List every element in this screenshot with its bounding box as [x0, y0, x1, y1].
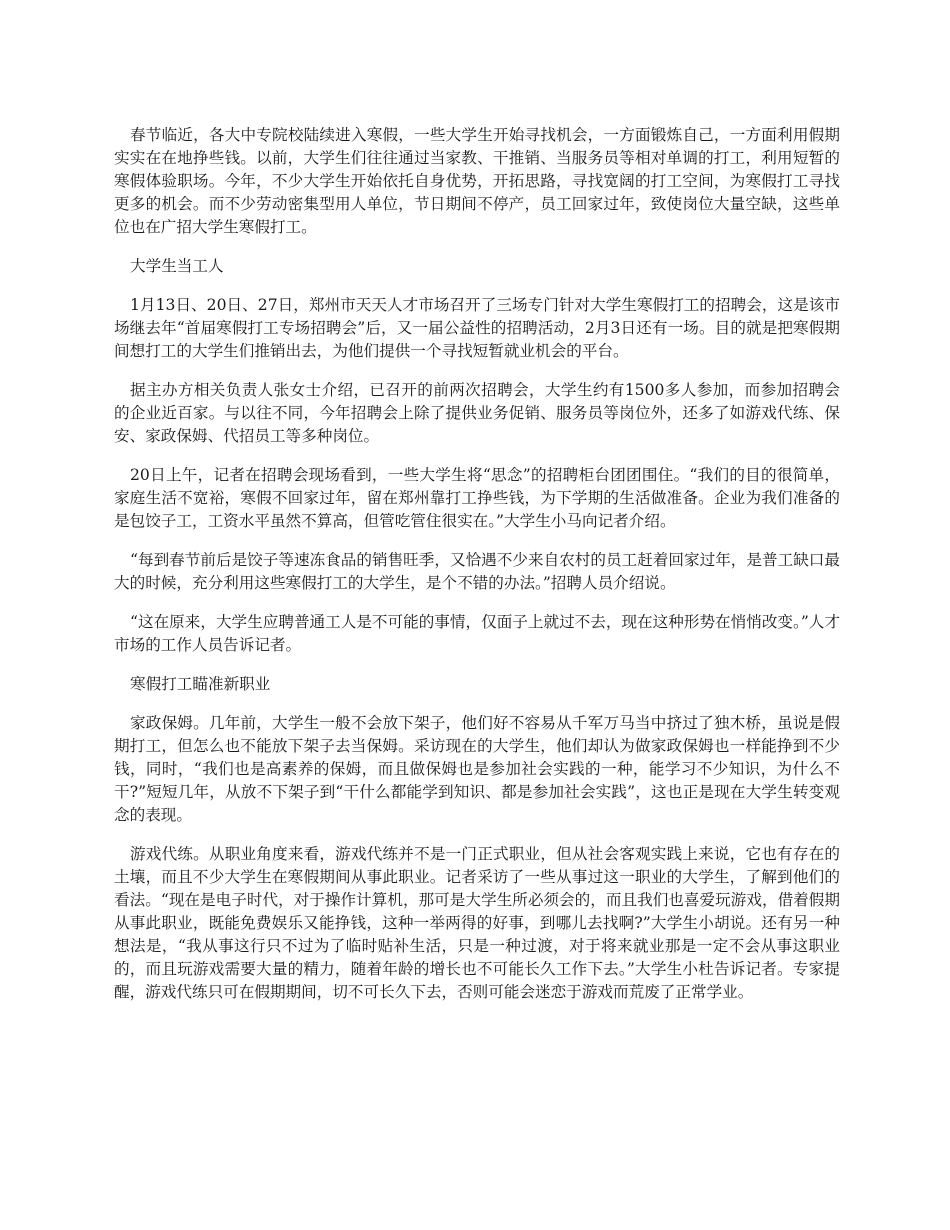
- article-body: [114, 124, 840, 1020]
- onsite-paragraph: 20日上午，记者在招聘会现场看到，一些大学生将“思念”的招聘柜台团团围住。“我们的目的很简单，家庭生活不宽裕，寒假不回家过年，留在郑州靠打工挣些钱，为下学期的生活做准备。企业为我们准备的是包饺子工，工资水平虽然不算高，但管吃管住很实在。”大学生小马向记者介绍。: [114, 466, 840, 530]
- game-leveling-paragraph: 游戏代练。从职业角度来看，游戏代练并不是一门正式职业，但从社会客观实践上来说，它也有存在的土壤，而且不少大学生在寒假期间从事此职业。记者采访了一些从事过这一职业的大学生，了解到他们的看法。“现在是电子时代，对于操作计算机，那可是大学生所必须会的，而且我们也喜爱玩游戏，借着假期从事此职业，既能免费娱乐又能挣钱，这种一举两得的好事，到哪儿去找啊?”大学生小胡说。还有另一种想法是，“我从事这行只不过为了临时贴补生活，只是一种过渡，对于将来就业那是一定不会从事这职业的，而且玩游戏需要大量的精力，随着年龄的增长也不可能长久工作下去。”大学生小杜告诉记者。专家提醒，游戏代练只可在假期期间，切不可长久下去，否则可能会迷恋于游戏而荒废了正常学业。: [114, 845, 840, 1001]
- section-heading-workers: 大学生当工人: [130, 257, 224, 275]
- staff-quote-paragraph: “这在原来，大学生应聘普通工人是不可能的事情，仅面子上就过不去，现在这种形势在悄悄改变。”人才市场的工作人员告诉记者。: [114, 613, 840, 654]
- job-fair-paragraph: 1月13日、20日、27日，郑州市天天人才市场召开了三场专门针对大学生寒假打工的招聘会，这是该市场继去年“首届寒假打工专场招聘会”后，又一届公益性的招聘活动，2月3日还有一场。目的就是把寒假期间想打工的大学生们推销出去，为他们提供一个寻找短暂就业机会的平台。: [114, 296, 840, 360]
- organizer-paragraph: 据主办方相关负责人张女士介绍，已召开的前两次招聘会，大学生约有1500多人参加，而参加招聘会的企业近百家。与以往不同，今年招聘会上除了提供业务促销、服务员等岗位外，还多了如游戏代练、保安、家政保姆、代招员工等多种岗位。: [114, 381, 840, 445]
- recruiter-quote-paragraph: “每到春节前后是饺子等速冻食品的销售旺季，又恰遇不少来自农村的员工赶着回家过年，是普工缺口最大的时候，充分利用这些寒假打工的大学生，是个不错的办法。”招聘人员介绍说。: [114, 551, 840, 592]
- section-heading-new-jobs: 寒假打工瞄准新职业: [130, 675, 271, 693]
- housekeeping-paragraph: 家政保姆。几年前，大学生一般不会放下架子，他们好不容易从千军万马当中挤过了独木桥，虽说是假期打工，但怎么也不能放下架子去当保姆。采访现在的大学生，他们却认为做家政保姆也一样能挣到不少钱，同时，“我们也是高素养的保姆，而且做保姆也是参加社会实践的一种，能学习不少知识，为什么不干?”短短几年，从放不下架子到“干什么都能学到知识、都是参加社会实践”，这也正是现在大学生转变观念的表现。: [114, 714, 840, 824]
- intro-paragraph: 春节临近，各大中专院校陆续进入寒假，一些大学生开始寻找机会，一方面锻炼自己，一方面利用假期实实在在地挣些钱。以前，大学生们往往通过当家教、干推销、当服务员等相对单调的打工，利用短暂的寒假体验职场。今年，不少大学生开始依托自身优势，开拓思路，寻找宽阔的打工空间，为寒假打工寻找更多的机会。而不少劳动密集型用人单位，节日期间不停产，员工回家过年，致使岗位大量空缺，这些单位也在广招大学生寒假打工。: [114, 126, 840, 236]
